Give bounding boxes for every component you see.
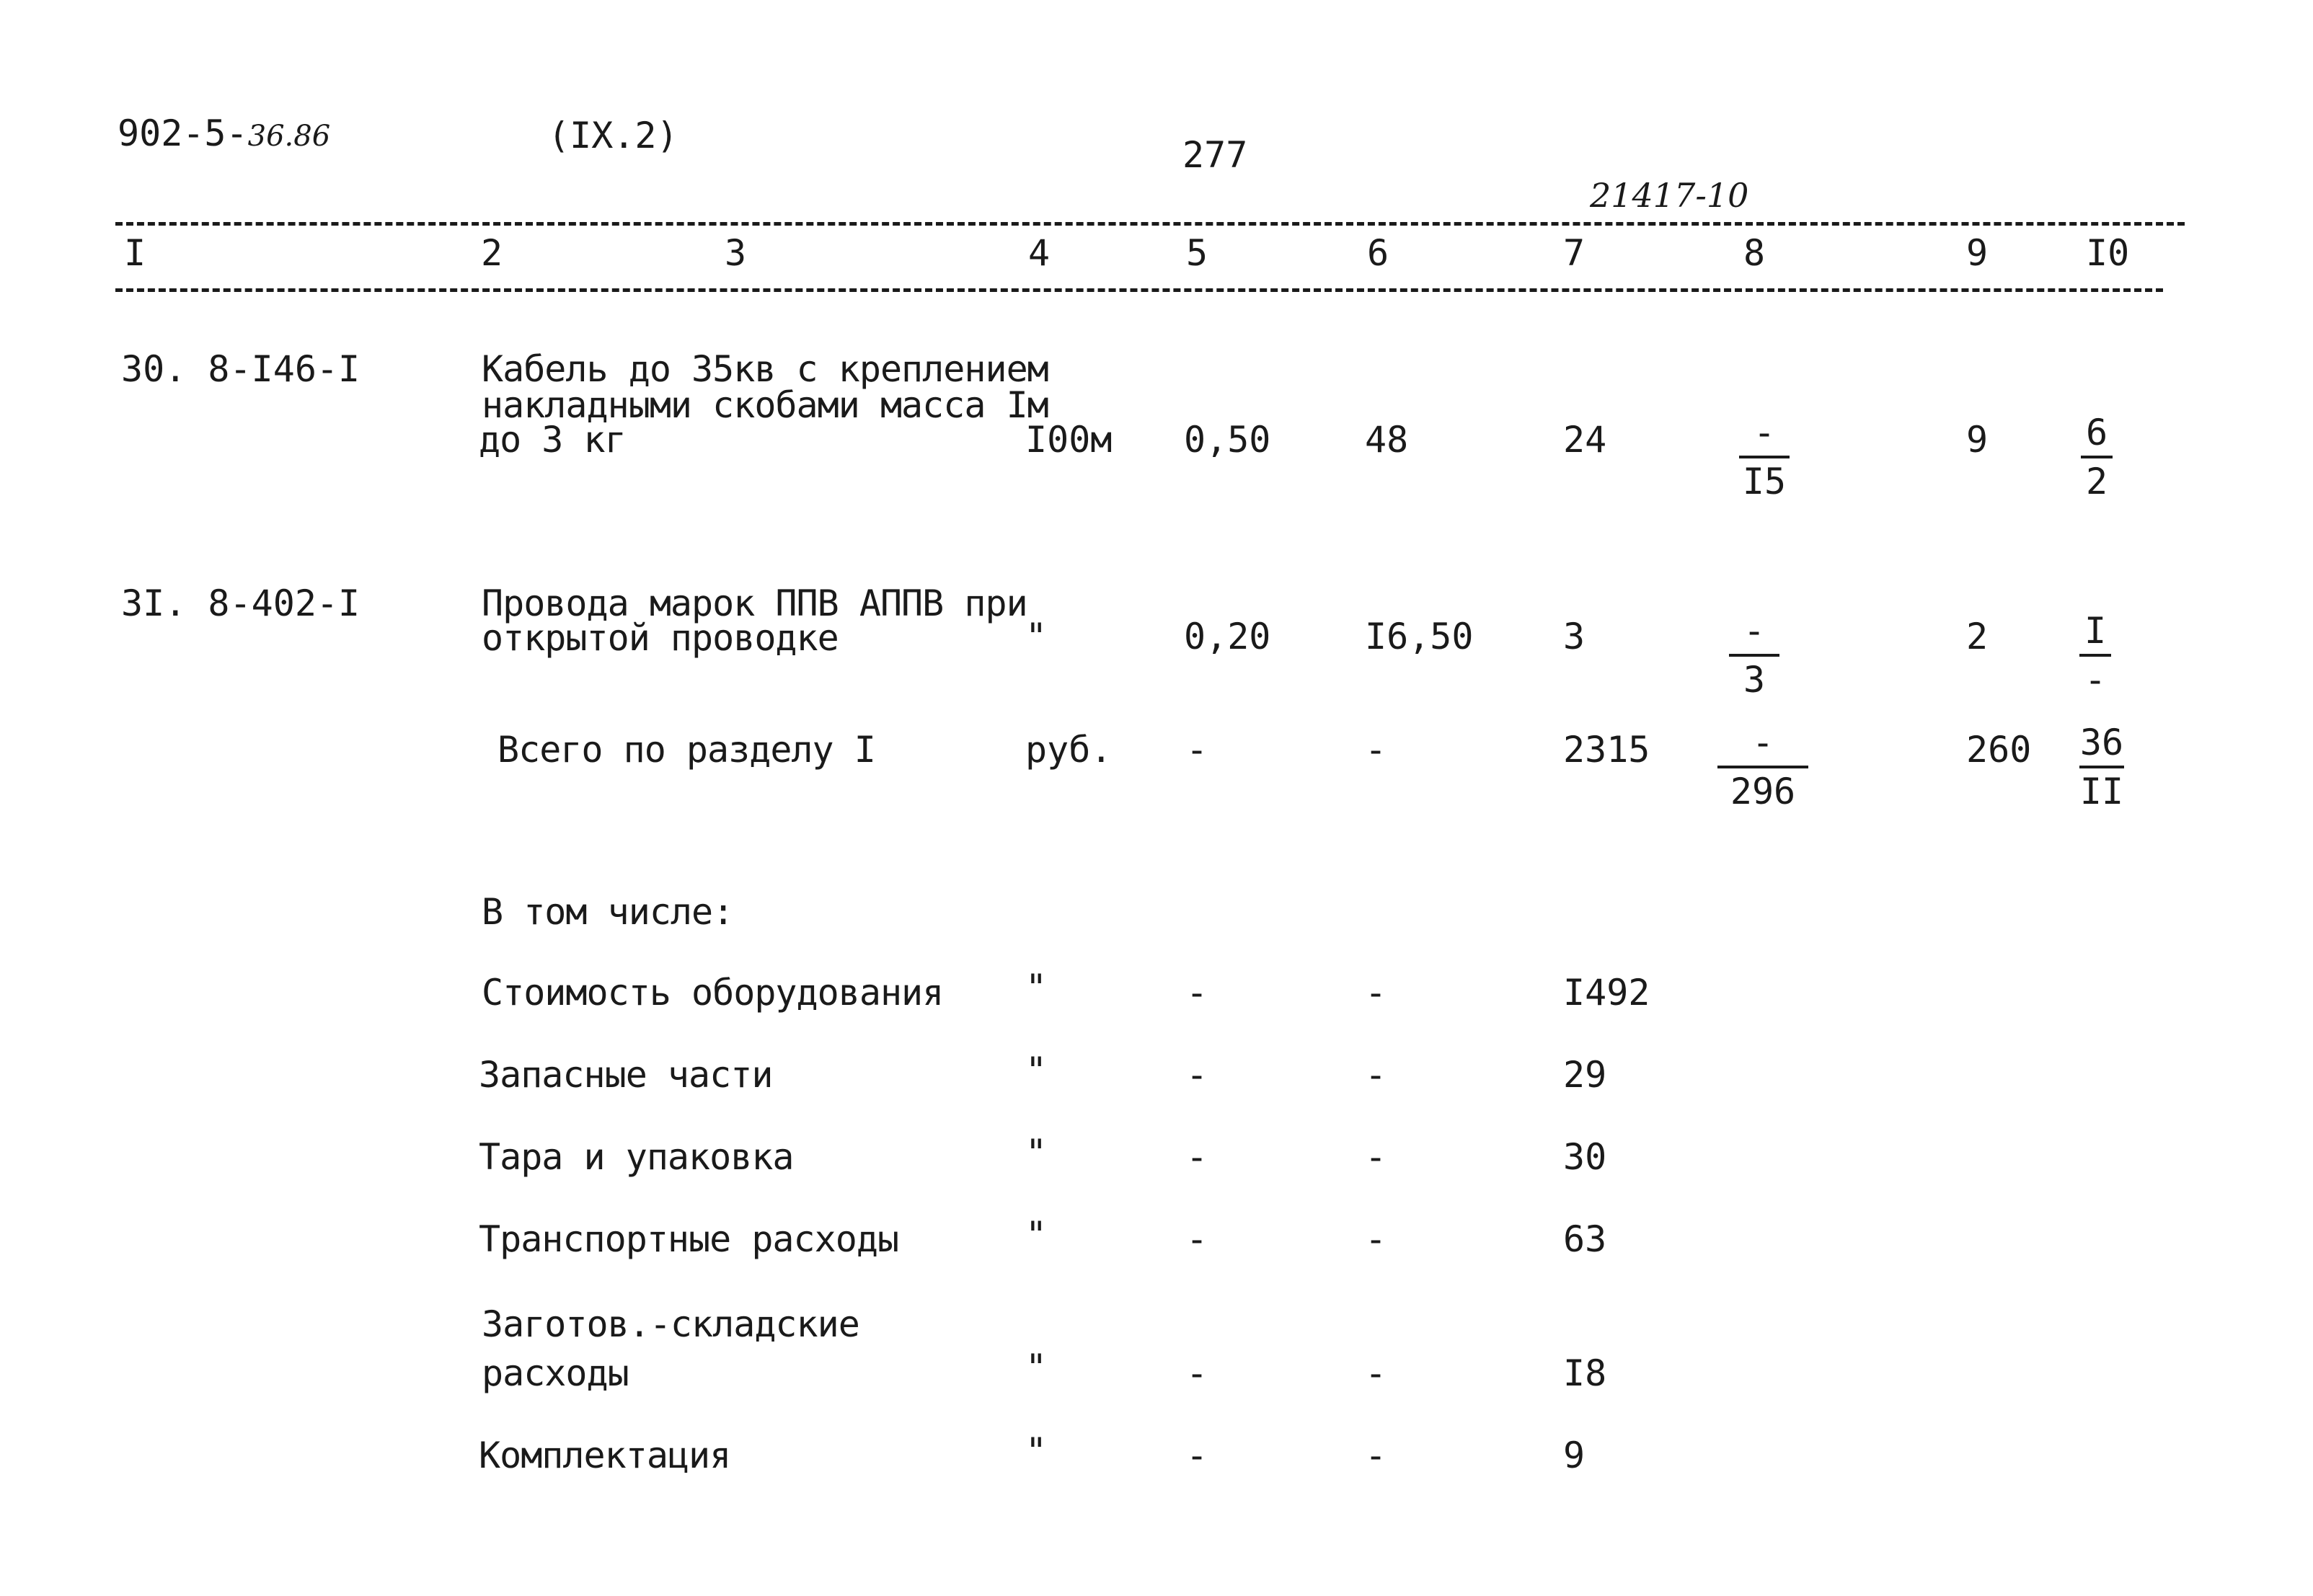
fraction-numerator: - bbox=[1751, 722, 1774, 763]
row-position-code: 3I. 8-402-I bbox=[121, 582, 361, 624]
row-col6: I6,50 bbox=[1365, 616, 1474, 657]
section-reference: (IX.2) bbox=[548, 115, 678, 156]
fraction-denominator: - bbox=[2084, 659, 2107, 701]
row-unit: I00м bbox=[1025, 419, 1113, 461]
column-header-1: I bbox=[124, 232, 146, 274]
fraction-denominator: I5 bbox=[1742, 461, 1787, 502]
row-unit: " bbox=[1025, 616, 1048, 657]
breakdown-col7: 63 bbox=[1563, 1218, 1607, 1260]
breakdown-col6: - bbox=[1365, 1136, 1387, 1178]
fraction-denominator: 296 bbox=[1730, 771, 1796, 812]
total-label: Всего по разделу I bbox=[497, 729, 875, 771]
breakdown-col5: - bbox=[1186, 1435, 1208, 1476]
including-heading: В том числе: bbox=[482, 891, 734, 933]
fraction-numerator: - bbox=[1753, 412, 1776, 453]
total-col5: - bbox=[1186, 729, 1208, 771]
breakdown-col5: - bbox=[1186, 1054, 1208, 1096]
breakdown-col5: - bbox=[1186, 972, 1208, 1014]
breakdown-unit: " bbox=[1025, 1347, 1048, 1388]
page-number: 277 bbox=[1182, 134, 1248, 176]
breakdown-label: Комплектация bbox=[479, 1435, 731, 1476]
header-rule-bottom bbox=[115, 288, 2163, 292]
breakdown-col7: I492 bbox=[1563, 972, 1650, 1014]
total-col9: 260 bbox=[1966, 729, 2032, 771]
breakdown-col5: - bbox=[1186, 1136, 1208, 1178]
breakdown-unit: " bbox=[1025, 1430, 1048, 1472]
total-col6: - bbox=[1365, 729, 1387, 771]
row-description-line: Кабель до 35кв с креплением bbox=[482, 348, 1048, 390]
row-col10-fraction bbox=[2079, 609, 2111, 701]
breakdown-label-line2: расходы bbox=[482, 1352, 629, 1394]
column-header-2: 2 bbox=[481, 232, 503, 274]
breakdown-col6: - bbox=[1365, 1218, 1387, 1260]
total-unit: руб. bbox=[1025, 729, 1113, 771]
fraction-denominator: II bbox=[2079, 771, 2124, 812]
breakdown-col6: - bbox=[1365, 972, 1387, 1014]
row-description-line: Провода марок ППВ АППВ при bbox=[482, 582, 1027, 624]
total-col10-fraction bbox=[2079, 721, 2124, 813]
row-col8-fraction bbox=[1729, 609, 1779, 701]
fraction-bar bbox=[2079, 654, 2111, 657]
column-header-7: 7 bbox=[1563, 232, 1586, 274]
total-col7: 2315 bbox=[1563, 729, 1650, 771]
column-header-10: I0 bbox=[2086, 232, 2130, 274]
fraction-bar bbox=[1729, 654, 1779, 657]
breakdown-col6: - bbox=[1365, 1054, 1387, 1096]
row-col5: 0,20 bbox=[1184, 616, 1271, 657]
total-col8-fraction bbox=[1717, 721, 1808, 813]
breakdown-col7: 29 bbox=[1563, 1054, 1607, 1096]
row-col6: 48 bbox=[1365, 419, 1409, 461]
breakdown-col7: 30 bbox=[1563, 1136, 1607, 1178]
fraction-denominator: 3 bbox=[1743, 659, 1766, 701]
breakdown-unit: " bbox=[1025, 1050, 1048, 1091]
row-col8-fraction bbox=[1739, 411, 1790, 503]
row-col9: 2 bbox=[1966, 616, 1989, 657]
row-position-code: 30. 8-I46-I bbox=[121, 348, 361, 390]
column-header-9: 9 bbox=[1966, 232, 1989, 274]
column-header-8: 8 bbox=[1743, 232, 1766, 274]
row-col7: 24 bbox=[1563, 419, 1607, 461]
breakdown-col6: - bbox=[1365, 1435, 1387, 1476]
breakdown-col5: - bbox=[1186, 1218, 1208, 1260]
document-code bbox=[118, 112, 331, 154]
column-header-4: 4 bbox=[1028, 232, 1051, 274]
breakdown-col7: I8 bbox=[1563, 1352, 1607, 1394]
breakdown-label: Стоимость оборудования bbox=[482, 972, 944, 1014]
breakdown-label: Транспортные расходы bbox=[479, 1218, 899, 1260]
breakdown-label-line1: Заготов.-складские bbox=[482, 1303, 859, 1345]
fraction-numerator: 6 bbox=[2085, 412, 2108, 453]
breakdown-col5: - bbox=[1186, 1352, 1208, 1394]
breakdown-label: Тара и упаковка bbox=[479, 1136, 794, 1178]
column-header-6: 6 bbox=[1367, 232, 1389, 274]
row-col9: 9 bbox=[1966, 419, 1989, 461]
fraction-numerator: 36 bbox=[2079, 722, 2124, 763]
breakdown-unit: " bbox=[1025, 1132, 1048, 1174]
breakdown-label: Запасные части bbox=[479, 1054, 773, 1096]
fraction-bar bbox=[2079, 766, 2124, 768]
breakdown-col7: 9 bbox=[1563, 1435, 1586, 1476]
column-header-3: 3 bbox=[725, 232, 747, 274]
fraction-bar bbox=[2081, 456, 2113, 458]
fraction-numerator: - bbox=[1743, 610, 1766, 652]
breakdown-unit: " bbox=[1025, 1214, 1048, 1256]
fraction-numerator: I bbox=[2084, 610, 2107, 652]
breakdown-col6: - bbox=[1365, 1352, 1387, 1394]
header-rule-top bbox=[115, 222, 2185, 226]
row-col5: 0,50 bbox=[1184, 419, 1271, 461]
column-header-5: 5 bbox=[1186, 232, 1208, 274]
fraction-bar bbox=[1739, 456, 1790, 458]
row-col10-fraction bbox=[2081, 411, 2113, 503]
inventory-stamp: 21417-10 bbox=[1590, 176, 1749, 215]
document-code-printed: 902-5- bbox=[118, 112, 248, 154]
row-description-line: накладными скобами масса Iм bbox=[482, 384, 1048, 426]
fraction-denominator: 2 bbox=[2085, 461, 2108, 502]
row-description-line: открытой проводке bbox=[482, 617, 839, 659]
fraction-bar bbox=[1717, 766, 1808, 768]
row-col7: 3 bbox=[1563, 616, 1586, 657]
document-code-handwritten: 36.86 bbox=[247, 120, 331, 153]
row-description-line: до 3 кг bbox=[479, 419, 626, 461]
breakdown-unit: " bbox=[1025, 967, 1048, 1008]
